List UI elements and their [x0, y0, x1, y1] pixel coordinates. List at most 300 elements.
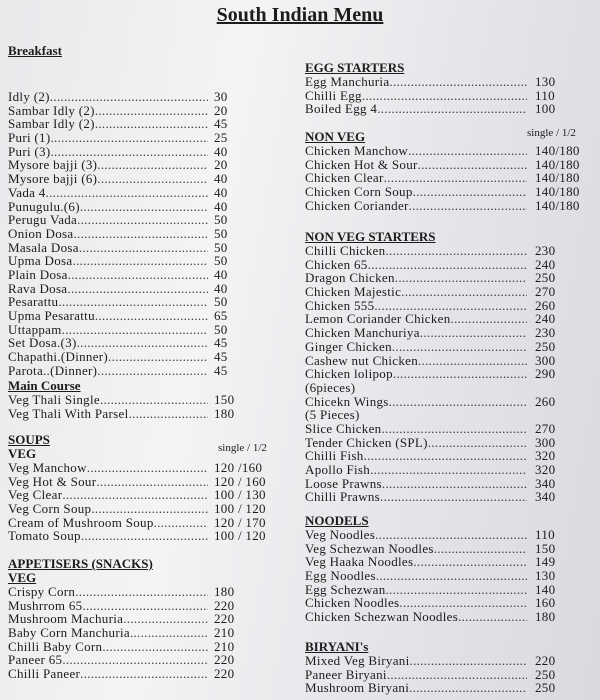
menu-item	[305, 422, 595, 436]
item-price: 45	[214, 335, 228, 351]
dot-leader	[50, 131, 208, 145]
menu-item	[305, 367, 595, 381]
item-name: Pesarattu	[8, 294, 59, 310]
menu-item	[8, 529, 270, 543]
item-price: 20	[214, 102, 228, 118]
item-price: 250	[535, 680, 556, 696]
dot-leader	[108, 350, 208, 364]
section-heading: BIRYANI's	[305, 639, 369, 654]
section-heading: SOUPS	[8, 432, 50, 447]
dot-leader	[97, 364, 208, 378]
item-name: Mushrrom 65	[8, 597, 83, 613]
menu-item	[8, 268, 270, 282]
item-name: Mysore bajji (3)	[8, 157, 98, 173]
item-price: 45	[214, 362, 228, 378]
item-price: 220	[535, 653, 556, 668]
menu-item	[305, 436, 595, 450]
menu-item	[8, 667, 270, 681]
item-price: 250	[535, 338, 556, 354]
dot-leader	[95, 117, 208, 131]
item-price: 140/180	[535, 197, 580, 213]
dot-leader	[130, 626, 208, 640]
item-price: 220	[214, 597, 235, 613]
dot-leader	[154, 516, 208, 530]
menu-item	[305, 354, 595, 368]
dot-leader	[123, 612, 208, 626]
item-name: Chilli Chicken	[305, 243, 386, 258]
item-name: Veg Schezwan Noodles	[305, 540, 434, 556]
item-name: Punugulu.(6)	[8, 198, 80, 214]
item-name: Parota..(Dinner)	[8, 362, 98, 378]
item-price: 220	[214, 611, 235, 627]
dot-leader	[80, 200, 208, 214]
item-price: 149	[535, 554, 556, 570]
section-non-veg-starters	[305, 230, 595, 504]
menu-item	[305, 610, 595, 624]
item-name: Chilli Fish	[305, 448, 364, 464]
menu-item	[305, 312, 595, 326]
item-name: Tender Chicken (SPL)	[305, 434, 428, 450]
item-name: Chicken Noodles	[305, 595, 400, 611]
menu-item	[305, 158, 595, 172]
item-price: 25	[214, 130, 228, 146]
menu-item	[8, 364, 270, 378]
menu-item	[8, 407, 270, 421]
item-name: Veg Clear	[8, 487, 63, 503]
menu-item	[8, 254, 270, 268]
item-name: Chicken Majestic	[305, 284, 402, 300]
dot-leader	[410, 654, 527, 668]
dot-leader	[368, 258, 527, 272]
item-price: 50	[214, 253, 228, 269]
item-price: 40	[214, 266, 228, 282]
item-name: Chilli Baby Corn	[8, 638, 103, 654]
dot-leader	[392, 340, 527, 354]
item-name: Set Dosa.(3)	[8, 335, 77, 351]
menu-item	[305, 569, 595, 583]
portion-size-label: single / 1/2	[527, 127, 576, 139]
menu-item	[8, 323, 270, 337]
dot-leader	[91, 502, 208, 516]
item-price: 340	[535, 475, 556, 491]
item-price: 180	[214, 584, 235, 599]
item-name: Puri (3)	[8, 143, 51, 159]
item-price: 240	[535, 311, 556, 327]
item-name: Apollo Fish	[305, 462, 371, 477]
item-name: Puri (1)	[8, 130, 51, 146]
menu-item	[305, 477, 595, 491]
item-name: (6pieces)	[305, 379, 356, 395]
menu-item	[8, 213, 270, 227]
menu-item	[305, 326, 595, 340]
item-price: 320	[535, 448, 556, 464]
dot-leader	[395, 271, 527, 285]
dot-leader	[73, 227, 208, 241]
item-price: 120 /160	[214, 460, 263, 475]
dot-leader	[428, 436, 527, 450]
section-subheading: VEG	[8, 446, 37, 461]
menu-item	[8, 131, 270, 145]
menu-item	[8, 117, 270, 131]
item-name: (5 Pieces)	[305, 407, 360, 423]
menu-item	[8, 350, 270, 364]
dot-leader	[434, 542, 527, 556]
section-heading: NON VEG STARTERS	[305, 229, 436, 244]
item-name: Slice Chicken	[305, 420, 382, 436]
dot-leader	[375, 528, 527, 542]
menu-item	[305, 490, 595, 504]
menu-item	[8, 516, 270, 530]
item-price: 100 / 120	[214, 501, 266, 517]
menu-item	[8, 626, 270, 640]
item-name: Egg Manchuria	[305, 74, 390, 89]
item-price: 140/180	[535, 170, 580, 186]
item-name: Chicken Corn Soup	[305, 184, 413, 200]
menu-item	[305, 681, 595, 695]
menu-item	[8, 172, 270, 186]
item-name: Onion Dosa	[8, 225, 74, 241]
item-name: Masala Dosa	[8, 239, 79, 255]
dot-leader	[87, 461, 208, 475]
item-name: Egg Noodles	[305, 568, 376, 584]
menu-item	[8, 336, 270, 350]
item-price: 40	[214, 143, 228, 159]
menu-item	[8, 475, 270, 489]
dot-leader	[370, 463, 527, 477]
item-name: Mixed Veg Biryani	[305, 653, 410, 668]
item-name: Mushroom Biryani	[305, 680, 410, 696]
menu-item	[305, 555, 595, 569]
menu-item	[8, 145, 270, 159]
item-price: 50	[214, 239, 228, 255]
item-price: 45	[214, 116, 228, 132]
dot-leader	[67, 282, 208, 296]
item-price	[527, 381, 595, 395]
item-name: Loose Prawns	[305, 475, 382, 491]
menu-item	[305, 449, 595, 463]
section-soups	[8, 433, 270, 543]
dot-leader	[81, 529, 208, 543]
menu-item	[305, 395, 595, 409]
dot-leader	[95, 104, 208, 118]
item-name: Chicken Hot & Sour	[305, 156, 418, 172]
item-price: 150	[535, 540, 556, 556]
menu-item	[305, 542, 595, 556]
item-name: Upma Pesarattu	[8, 308, 95, 323]
item-name: Boiled Egg 4	[305, 101, 378, 117]
dot-leader	[62, 653, 208, 667]
dot-leader	[385, 244, 527, 258]
section-heading: EGG STARTERS	[305, 60, 405, 75]
item-name: Chicken 555	[305, 297, 375, 313]
dot-leader	[355, 381, 527, 395]
item-price: 150	[214, 392, 235, 407]
item-price: 40	[214, 198, 228, 214]
item-price: 20	[214, 157, 228, 173]
item-price: 260	[535, 297, 556, 313]
menu-item	[305, 185, 595, 199]
section-heading: Main Course	[8, 378, 81, 393]
menu-item	[305, 75, 595, 89]
dot-leader	[420, 326, 527, 340]
dot-leader	[79, 241, 208, 255]
item-price: 140/180	[535, 184, 580, 200]
dot-leader	[95, 309, 208, 323]
item-price: 260	[535, 393, 556, 409]
item-price: 230	[535, 243, 556, 258]
dot-leader	[418, 158, 527, 172]
item-price: 30	[214, 89, 228, 104]
item-name: Upma Dosa	[8, 253, 73, 269]
section-egg-starters	[305, 61, 595, 116]
item-name: Chicken Schezwan Noodles	[305, 609, 459, 625]
menu-item	[305, 463, 595, 477]
item-name: Ginger Chicken	[305, 338, 392, 354]
item-name: Chicken Coriander	[305, 197, 409, 213]
menu-item	[8, 585, 270, 599]
menu-item	[305, 258, 595, 272]
item-price: 130	[535, 74, 556, 89]
menu-item	[305, 285, 595, 299]
item-price: 160	[535, 595, 556, 611]
item-price: 50	[214, 294, 228, 310]
item-price: 270	[535, 420, 556, 436]
dot-leader	[408, 144, 527, 158]
menu-item	[305, 102, 595, 116]
item-price	[527, 408, 595, 422]
dot-leader	[57, 90, 208, 104]
item-price: 45	[214, 349, 228, 365]
menu-item	[8, 295, 270, 309]
dot-leader	[381, 422, 527, 436]
dot-leader	[68, 268, 208, 282]
item-price: 180	[535, 609, 556, 625]
menu-item	[305, 271, 595, 285]
item-name: Dragon Chicken	[305, 270, 395, 286]
item-name: Sambar Idly (2)	[8, 116, 95, 132]
item-name: Veg Corn Soup	[8, 501, 92, 517]
menu-item	[8, 599, 270, 613]
item-price: 50	[214, 321, 228, 337]
dot-leader	[362, 89, 527, 103]
dot-leader	[128, 407, 208, 421]
dot-leader	[386, 583, 528, 597]
section-non-veg	[305, 127, 595, 213]
menu-item	[8, 640, 270, 654]
dot-leader	[376, 569, 527, 583]
item-name: Chapathi.(Dinner)	[8, 349, 109, 365]
item-name: Paneer 65	[8, 652, 63, 668]
item-price: 140/180	[535, 143, 580, 158]
menu-item	[8, 241, 270, 255]
item-name: Veg Haaka Noodles	[305, 554, 414, 570]
dot-leader	[82, 599, 208, 613]
item-price: 120 / 170	[214, 514, 266, 530]
dot-leader	[451, 312, 527, 326]
item-name: Chilli Prawns	[305, 489, 381, 505]
menu-item	[305, 89, 595, 103]
dot-leader	[409, 199, 527, 213]
dot-leader	[401, 285, 527, 299]
item-name: Veg Manchow	[8, 460, 87, 475]
dot-leader	[458, 610, 527, 624]
item-price: 300	[535, 352, 556, 368]
item-name: Veg Hot & Sour	[8, 473, 97, 489]
item-price: 100	[535, 101, 556, 117]
item-name: Chicken 65	[305, 256, 368, 272]
menu-item	[8, 502, 270, 516]
item-price: 100 / 130	[214, 487, 266, 503]
item-name: Veg Thali With Parsel	[8, 405, 129, 421]
section-heading: NOODELS	[305, 513, 369, 528]
item-name: Chilli Egg	[305, 87, 362, 103]
dot-leader	[102, 640, 208, 654]
item-name: Sambar Idly (2)	[8, 102, 95, 118]
menu-item	[8, 282, 270, 296]
menu-item	[305, 408, 595, 422]
dot-leader	[364, 449, 527, 463]
dot-leader	[96, 475, 208, 489]
section-appetisers	[8, 557, 270, 681]
item-price: 220	[214, 666, 235, 682]
dot-leader	[80, 667, 208, 681]
item-name: Mushroom Machuria	[8, 611, 124, 627]
item-price: 50	[214, 225, 228, 241]
menu-item	[8, 104, 270, 118]
item-name: Tomato Soup	[8, 528, 81, 544]
menu-item	[8, 461, 270, 475]
dot-leader	[50, 145, 208, 159]
item-name: Chicken lolipop	[305, 366, 393, 382]
dot-leader	[75, 585, 208, 599]
section-heading: APPETISERS (SNACKS)	[8, 556, 153, 571]
dot-leader	[393, 367, 527, 381]
item-name: Rava Dosa	[8, 280, 68, 296]
item-name: Perugu Vada	[8, 212, 78, 228]
dot-leader	[97, 172, 208, 186]
dot-leader	[389, 75, 527, 89]
item-name: Chicken Clear	[305, 170, 384, 186]
menu-item	[8, 488, 270, 502]
item-price: 65	[214, 308, 228, 323]
item-name: Veg Thali Single	[8, 392, 100, 407]
item-price: 210	[214, 638, 235, 654]
section-subheading: VEG	[8, 570, 37, 585]
dot-leader	[384, 171, 527, 185]
item-name: Baby Corn Manchuria	[8, 625, 130, 641]
item-price: 180	[214, 405, 235, 421]
item-price: 50	[214, 212, 228, 228]
item-name: Egg Schezwan	[305, 581, 386, 597]
item-price: 230	[535, 325, 556, 341]
menu-item	[305, 171, 595, 185]
dot-leader	[380, 490, 527, 504]
section-heading: NON VEG	[305, 129, 366, 144]
item-price: 140	[535, 581, 556, 597]
dot-leader	[382, 477, 527, 491]
item-price: 320	[535, 462, 556, 477]
item-price: 290	[535, 366, 556, 382]
item-name: Vada 4	[8, 184, 46, 200]
item-price: 110	[535, 527, 555, 542]
dot-leader	[360, 408, 527, 422]
dot-leader	[77, 213, 208, 227]
menu-item	[305, 381, 595, 395]
menu-item	[305, 244, 595, 258]
item-name: Chicken Manchuriya	[305, 325, 420, 341]
dot-leader	[418, 354, 527, 368]
item-name: Chilli Paneer	[8, 666, 81, 682]
item-name: Idly (2)..	[8, 89, 57, 104]
item-price: 40	[214, 184, 228, 200]
menu-item	[305, 340, 595, 354]
menu-item	[8, 393, 270, 407]
item-name: Uttappam	[8, 321, 62, 337]
section-biryanis	[305, 640, 595, 695]
item-price: 240	[535, 256, 556, 272]
item-name: Cream of Mushroom Soup	[8, 514, 154, 530]
item-price: 340	[535, 489, 556, 505]
item-price: 120 / 160	[214, 473, 266, 489]
menu-item	[305, 654, 595, 668]
dot-leader	[58, 295, 208, 309]
menu-item	[8, 612, 270, 626]
section-main-course	[8, 379, 270, 420]
menu-item	[8, 200, 270, 214]
dot-leader	[46, 186, 208, 200]
dot-leader	[409, 681, 527, 695]
dot-leader	[399, 596, 527, 610]
dot-leader	[413, 555, 527, 569]
menu-item	[305, 668, 595, 682]
item-price: 250	[535, 270, 556, 286]
item-name: Crispy Corn	[8, 584, 76, 599]
item-price: 110	[535, 87, 555, 103]
dot-leader	[377, 102, 527, 116]
item-name: Paneer Biryani	[305, 666, 387, 682]
item-price: 40	[214, 171, 228, 187]
menu-item	[8, 186, 270, 200]
dot-leader	[374, 299, 527, 313]
menu-item	[8, 227, 270, 241]
menu-item	[8, 309, 270, 323]
dot-leader	[413, 185, 527, 199]
item-name: Chicekn Wings	[305, 393, 389, 409]
dot-leader	[100, 393, 208, 407]
dot-leader	[77, 336, 208, 350]
item-name: Plain Dosa	[8, 266, 68, 282]
menu-title: South Indian Menu	[216, 4, 384, 26]
menu-item	[305, 528, 595, 542]
item-name: Veg Noodles	[305, 527, 376, 542]
dot-leader	[62, 488, 208, 502]
item-name: Cashew nut Chicken	[305, 352, 418, 368]
item-price: 40	[214, 280, 228, 296]
item-price: 300	[535, 434, 556, 450]
item-name: Chicken Manchow	[305, 143, 409, 158]
dot-leader	[72, 254, 208, 268]
item-price: 140/180	[535, 156, 580, 172]
menu-item	[305, 583, 595, 597]
item-price: 220	[214, 652, 235, 668]
dot-leader	[389, 395, 527, 409]
portion-size-label: single / 1/2	[218, 442, 267, 454]
item-price: 210	[214, 625, 235, 641]
section-noodels	[305, 514, 595, 624]
item-price: 250	[535, 666, 556, 682]
section-breakfast	[8, 44, 270, 377]
menu-item	[305, 199, 595, 213]
